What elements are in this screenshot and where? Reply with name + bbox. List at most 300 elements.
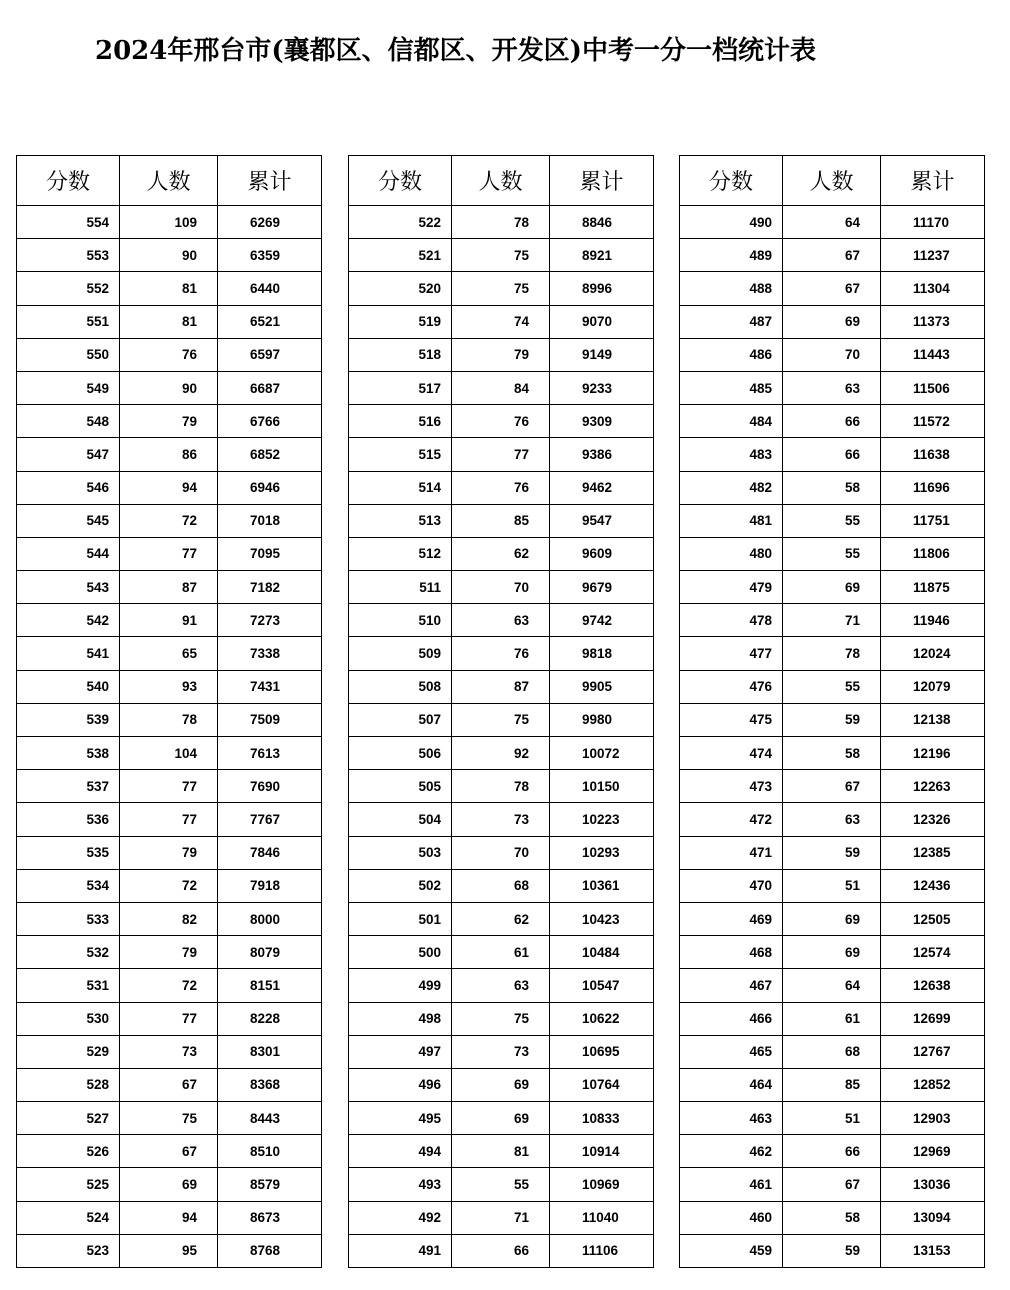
cumulative-cell: 8996 (550, 272, 654, 305)
score-cell: 521 (349, 239, 452, 272)
score-cell: 508 (349, 670, 452, 703)
table-row (349, 703, 654, 736)
count-cell: 85 (452, 504, 550, 537)
count-cell: 95 (120, 1234, 218, 1267)
table-row (680, 405, 985, 438)
cumulative-cell: 11696 (881, 471, 985, 504)
score-cell: 462 (680, 1135, 783, 1168)
count-cell: 51 (783, 869, 881, 902)
score-cell: 482 (680, 471, 783, 504)
cumulative-cell: 7431 (218, 670, 322, 703)
count-cell: 67 (783, 770, 881, 803)
score-cell: 472 (680, 803, 783, 836)
cumulative-cell: 7018 (218, 504, 322, 537)
table-row (680, 305, 985, 338)
cumulative-cell: 6687 (218, 371, 322, 404)
table-row (17, 504, 322, 537)
cumulative-cell: 12436 (881, 869, 985, 902)
table-row (349, 571, 654, 604)
score-table-3 (679, 155, 985, 1268)
cumulative-cell: 8079 (218, 936, 322, 969)
count-cell: 72 (120, 969, 218, 1002)
table-row (680, 438, 985, 471)
cumulative-cell: 7613 (218, 737, 322, 770)
count-cell: 66 (452, 1234, 550, 1267)
table-row (17, 902, 322, 935)
score-cell: 541 (17, 637, 120, 670)
score-cell: 526 (17, 1135, 120, 1168)
score-cell: 513 (349, 504, 452, 537)
count-cell: 73 (452, 803, 550, 836)
count-cell: 79 (452, 338, 550, 371)
cumulative-cell: 10150 (550, 770, 654, 803)
cumulative-cell: 7846 (218, 836, 322, 869)
cumulative-cell: 9679 (550, 571, 654, 604)
score-cell: 495 (349, 1102, 452, 1135)
count-cell: 81 (452, 1135, 550, 1168)
table-row (680, 239, 985, 272)
count-cell: 81 (120, 272, 218, 305)
score-cell: 477 (680, 637, 783, 670)
score-cell: 486 (680, 338, 783, 371)
cumulative-cell: 8443 (218, 1102, 322, 1135)
table-row (17, 471, 322, 504)
cumulative-cell: 10833 (550, 1102, 654, 1135)
count-cell: 67 (783, 272, 881, 305)
cumulative-cell: 13036 (881, 1168, 985, 1201)
cumulative-cell: 11373 (881, 305, 985, 338)
count-cell: 94 (120, 1201, 218, 1234)
table-row (17, 405, 322, 438)
count-cell: 72 (120, 869, 218, 902)
table-row (349, 272, 654, 305)
cumulative-cell: 9149 (550, 338, 654, 371)
count-cell: 71 (783, 604, 881, 637)
count-cell: 70 (452, 836, 550, 869)
cumulative-cell: 13094 (881, 1201, 985, 1234)
cumulative-cell: 9609 (550, 537, 654, 570)
count-cell: 91 (120, 604, 218, 637)
cumulative-cell: 9980 (550, 703, 654, 736)
table-row (349, 471, 654, 504)
score-cell: 476 (680, 670, 783, 703)
cumulative-cell: 10423 (550, 902, 654, 935)
cumulative-cell: 9233 (550, 371, 654, 404)
score-cell: 531 (17, 969, 120, 1002)
score-cell: 545 (17, 504, 120, 537)
cumulative-cell: 6521 (218, 305, 322, 338)
score-cell: 550 (17, 338, 120, 371)
score-cell: 496 (349, 1068, 452, 1101)
table-row (17, 239, 322, 272)
count-cell: 59 (783, 703, 881, 736)
count-cell: 55 (452, 1168, 550, 1201)
score-cell: 539 (17, 703, 120, 736)
header-cumulative: 累计 (218, 156, 322, 206)
cumulative-cell: 8510 (218, 1135, 322, 1168)
score-cell: 505 (349, 770, 452, 803)
count-cell: 63 (452, 969, 550, 1002)
cumulative-cell: 7767 (218, 803, 322, 836)
cumulative-cell: 12385 (881, 836, 985, 869)
cumulative-cell: 12079 (881, 670, 985, 703)
score-cell: 512 (349, 537, 452, 570)
table-row (349, 936, 654, 969)
count-cell: 76 (452, 471, 550, 504)
count-cell: 59 (783, 836, 881, 869)
count-cell: 69 (120, 1168, 218, 1201)
table-row (680, 637, 985, 670)
score-cell: 518 (349, 338, 452, 371)
table-row (349, 305, 654, 338)
cumulative-cell: 12969 (881, 1135, 985, 1168)
cumulative-cell: 6440 (218, 272, 322, 305)
cumulative-cell: 11443 (881, 338, 985, 371)
table-row (349, 206, 654, 239)
table-row (349, 1068, 654, 1101)
cumulative-cell: 6597 (218, 338, 322, 371)
count-cell: 72 (120, 504, 218, 537)
count-cell: 69 (783, 902, 881, 935)
count-cell: 90 (120, 371, 218, 404)
score-cell: 525 (17, 1168, 120, 1201)
table-row (349, 504, 654, 537)
count-cell: 64 (783, 969, 881, 1002)
score-cell: 542 (17, 604, 120, 637)
score-cell: 543 (17, 571, 120, 604)
cumulative-cell: 9905 (550, 670, 654, 703)
count-cell: 63 (783, 803, 881, 836)
score-cell: 527 (17, 1102, 120, 1135)
table-row (17, 770, 322, 803)
table-row (17, 604, 322, 637)
table-row (680, 1068, 985, 1101)
cumulative-cell: 8000 (218, 902, 322, 935)
count-cell: 51 (783, 1102, 881, 1135)
score-cell: 507 (349, 703, 452, 736)
table-row (680, 1234, 985, 1267)
count-cell: 76 (452, 405, 550, 438)
cumulative-cell: 11806 (881, 537, 985, 570)
count-cell: 81 (120, 305, 218, 338)
score-cell: 528 (17, 1068, 120, 1101)
count-cell: 90 (120, 239, 218, 272)
header-cumulative: 累计 (881, 156, 985, 206)
table-row (349, 803, 654, 836)
count-cell: 67 (783, 239, 881, 272)
table-row (680, 670, 985, 703)
score-cell: 532 (17, 936, 120, 969)
header-count: 人数 (783, 156, 881, 206)
table-row (349, 1002, 654, 1035)
score-cell: 552 (17, 272, 120, 305)
cumulative-cell: 9742 (550, 604, 654, 637)
table-row (349, 1201, 654, 1234)
cumulative-cell: 6359 (218, 239, 322, 272)
score-cell: 459 (680, 1234, 783, 1267)
cumulative-cell: 12505 (881, 902, 985, 935)
table-row (680, 902, 985, 935)
cumulative-cell: 10914 (550, 1135, 654, 1168)
score-cell: 489 (680, 239, 783, 272)
count-cell: 75 (452, 239, 550, 272)
table-row (349, 1234, 654, 1267)
count-cell: 85 (783, 1068, 881, 1101)
score-cell: 490 (680, 206, 783, 239)
header-count: 人数 (120, 156, 218, 206)
header-score: 分数 (17, 156, 120, 206)
count-cell: 55 (783, 670, 881, 703)
cumulative-cell: 6852 (218, 438, 322, 471)
count-cell: 55 (783, 504, 881, 537)
table-row (680, 770, 985, 803)
cumulative-cell: 12263 (881, 770, 985, 803)
cumulative-cell: 12196 (881, 737, 985, 770)
count-cell: 58 (783, 471, 881, 504)
count-cell: 109 (120, 206, 218, 239)
cumulative-cell: 8846 (550, 206, 654, 239)
count-cell: 66 (783, 438, 881, 471)
count-cell: 67 (783, 1168, 881, 1201)
count-cell: 93 (120, 670, 218, 703)
count-cell: 69 (452, 1068, 550, 1101)
score-cell: 481 (680, 504, 783, 537)
table-row (349, 604, 654, 637)
cumulative-cell: 8673 (218, 1201, 322, 1234)
score-cell: 468 (680, 936, 783, 969)
cumulative-cell: 11170 (881, 206, 985, 239)
table-row (349, 1168, 654, 1201)
score-cell: 498 (349, 1002, 452, 1035)
table-row (17, 1135, 322, 1168)
table-row (17, 1234, 322, 1267)
count-cell: 58 (783, 737, 881, 770)
count-cell: 65 (120, 637, 218, 670)
cumulative-cell: 7095 (218, 537, 322, 570)
table-row (17, 1102, 322, 1135)
cumulative-cell: 7273 (218, 604, 322, 637)
score-cell: 497 (349, 1035, 452, 1068)
score-cell: 538 (17, 737, 120, 770)
score-cell: 536 (17, 803, 120, 836)
table-row (349, 770, 654, 803)
cumulative-cell: 10072 (550, 737, 654, 770)
cumulative-cell: 11572 (881, 405, 985, 438)
count-cell: 66 (783, 1135, 881, 1168)
score-cell: 515 (349, 438, 452, 471)
score-cell: 480 (680, 537, 783, 570)
cumulative-cell: 7182 (218, 571, 322, 604)
table-row (17, 371, 322, 404)
table-row (17, 571, 322, 604)
table-row (680, 803, 985, 836)
table-row (680, 206, 985, 239)
table-row (17, 272, 322, 305)
count-cell: 78 (452, 206, 550, 239)
count-cell: 78 (783, 637, 881, 670)
table-row (680, 537, 985, 570)
score-cell: 530 (17, 1002, 120, 1035)
cumulative-cell: 10293 (550, 836, 654, 869)
count-cell: 68 (452, 869, 550, 902)
page-title: 2024年邢台市(襄都区、信都区、开发区)中考一分一档统计表 (95, 36, 816, 66)
score-cell: 535 (17, 836, 120, 869)
table-row (17, 1201, 322, 1234)
table-row (17, 703, 322, 736)
count-cell: 78 (120, 703, 218, 736)
table-row (680, 1201, 985, 1234)
table-row (17, 836, 322, 869)
score-cell: 548 (17, 405, 120, 438)
count-cell: 87 (120, 571, 218, 604)
score-cell: 529 (17, 1035, 120, 1068)
table-row (680, 1168, 985, 1201)
table-row (680, 571, 985, 604)
cumulative-cell: 13153 (881, 1234, 985, 1267)
score-cell: 519 (349, 305, 452, 338)
count-cell: 79 (120, 405, 218, 438)
count-cell: 69 (783, 571, 881, 604)
table-row (680, 737, 985, 770)
table-row (349, 338, 654, 371)
cumulative-cell: 10484 (550, 936, 654, 969)
cumulative-cell: 8768 (218, 1234, 322, 1267)
count-cell: 77 (120, 803, 218, 836)
table-row (17, 737, 322, 770)
score-cell: 554 (17, 206, 120, 239)
cumulative-cell: 11875 (881, 571, 985, 604)
table-row (349, 836, 654, 869)
cumulative-cell: 12638 (881, 969, 985, 1002)
table-row (349, 1135, 654, 1168)
cumulative-cell: 7338 (218, 637, 322, 670)
table-row (349, 537, 654, 570)
score-cell: 492 (349, 1201, 452, 1234)
table-row (17, 936, 322, 969)
count-cell: 63 (452, 604, 550, 637)
cumulative-cell: 8228 (218, 1002, 322, 1035)
score-cell: 514 (349, 471, 452, 504)
header-score: 分数 (680, 156, 783, 206)
score-cell: 471 (680, 836, 783, 869)
score-cell: 487 (680, 305, 783, 338)
count-cell: 75 (452, 272, 550, 305)
count-cell: 69 (783, 936, 881, 969)
table-row (680, 338, 985, 371)
count-cell: 68 (783, 1035, 881, 1068)
score-cell: 522 (349, 206, 452, 239)
cumulative-cell: 7509 (218, 703, 322, 736)
table-row (680, 504, 985, 537)
count-cell: 74 (452, 305, 550, 338)
table-row (680, 1135, 985, 1168)
score-cell: 503 (349, 836, 452, 869)
cumulative-cell: 6946 (218, 471, 322, 504)
count-cell: 75 (452, 1002, 550, 1035)
count-cell: 87 (452, 670, 550, 703)
count-cell: 62 (452, 537, 550, 570)
score-cell: 475 (680, 703, 783, 736)
table-row (349, 869, 654, 902)
table-row (680, 869, 985, 902)
cumulative-cell: 7690 (218, 770, 322, 803)
score-cell: 504 (349, 803, 452, 836)
score-cell: 491 (349, 1234, 452, 1267)
score-cell: 494 (349, 1135, 452, 1168)
table-row (17, 438, 322, 471)
table-row (17, 206, 322, 239)
cumulative-cell: 12903 (881, 1102, 985, 1135)
score-cell: 474 (680, 737, 783, 770)
table-row (17, 803, 322, 836)
table-row (680, 969, 985, 1002)
count-cell: 71 (452, 1201, 550, 1234)
count-cell: 76 (120, 338, 218, 371)
score-cell: 537 (17, 770, 120, 803)
score-cell: 484 (680, 405, 783, 438)
count-cell: 59 (783, 1234, 881, 1267)
table-row (680, 604, 985, 637)
table-header-row (349, 156, 654, 206)
score-cell: 470 (680, 869, 783, 902)
cumulative-cell: 6269 (218, 206, 322, 239)
score-table-2 (348, 155, 654, 1268)
cumulative-cell: 8921 (550, 239, 654, 272)
header-cumulative: 累计 (550, 156, 654, 206)
table-row (680, 272, 985, 305)
cumulative-cell: 7918 (218, 869, 322, 902)
count-cell: 73 (452, 1035, 550, 1068)
score-cell: 544 (17, 537, 120, 570)
cumulative-cell: 12699 (881, 1002, 985, 1035)
count-cell: 67 (120, 1068, 218, 1101)
count-cell: 84 (452, 371, 550, 404)
score-cell: 483 (680, 438, 783, 471)
count-cell: 75 (120, 1102, 218, 1135)
cumulative-cell: 9386 (550, 438, 654, 471)
score-cell: 501 (349, 902, 452, 935)
count-cell: 86 (120, 438, 218, 471)
table-row (349, 371, 654, 404)
header-count: 人数 (452, 156, 550, 206)
count-cell: 104 (120, 737, 218, 770)
count-cell: 64 (783, 206, 881, 239)
count-cell: 69 (783, 305, 881, 338)
table-row (17, 338, 322, 371)
cumulative-cell: 10695 (550, 1035, 654, 1068)
cumulative-cell: 9547 (550, 504, 654, 537)
count-cell: 58 (783, 1201, 881, 1234)
score-cell: 467 (680, 969, 783, 1002)
count-cell: 70 (783, 338, 881, 371)
table-row (349, 670, 654, 703)
cumulative-cell: 12574 (881, 936, 985, 969)
count-cell: 73 (120, 1035, 218, 1068)
cumulative-cell: 6766 (218, 405, 322, 438)
cumulative-cell: 8579 (218, 1168, 322, 1201)
cumulative-cell: 10547 (550, 969, 654, 1002)
score-cell: 473 (680, 770, 783, 803)
count-cell: 55 (783, 537, 881, 570)
score-cell: 533 (17, 902, 120, 935)
score-cell: 551 (17, 305, 120, 338)
table-row (349, 969, 654, 1002)
count-cell: 77 (120, 1002, 218, 1035)
cumulative-cell: 9818 (550, 637, 654, 670)
table-row (349, 239, 654, 272)
score-cell: 464 (680, 1068, 783, 1101)
table-row (17, 1002, 322, 1035)
